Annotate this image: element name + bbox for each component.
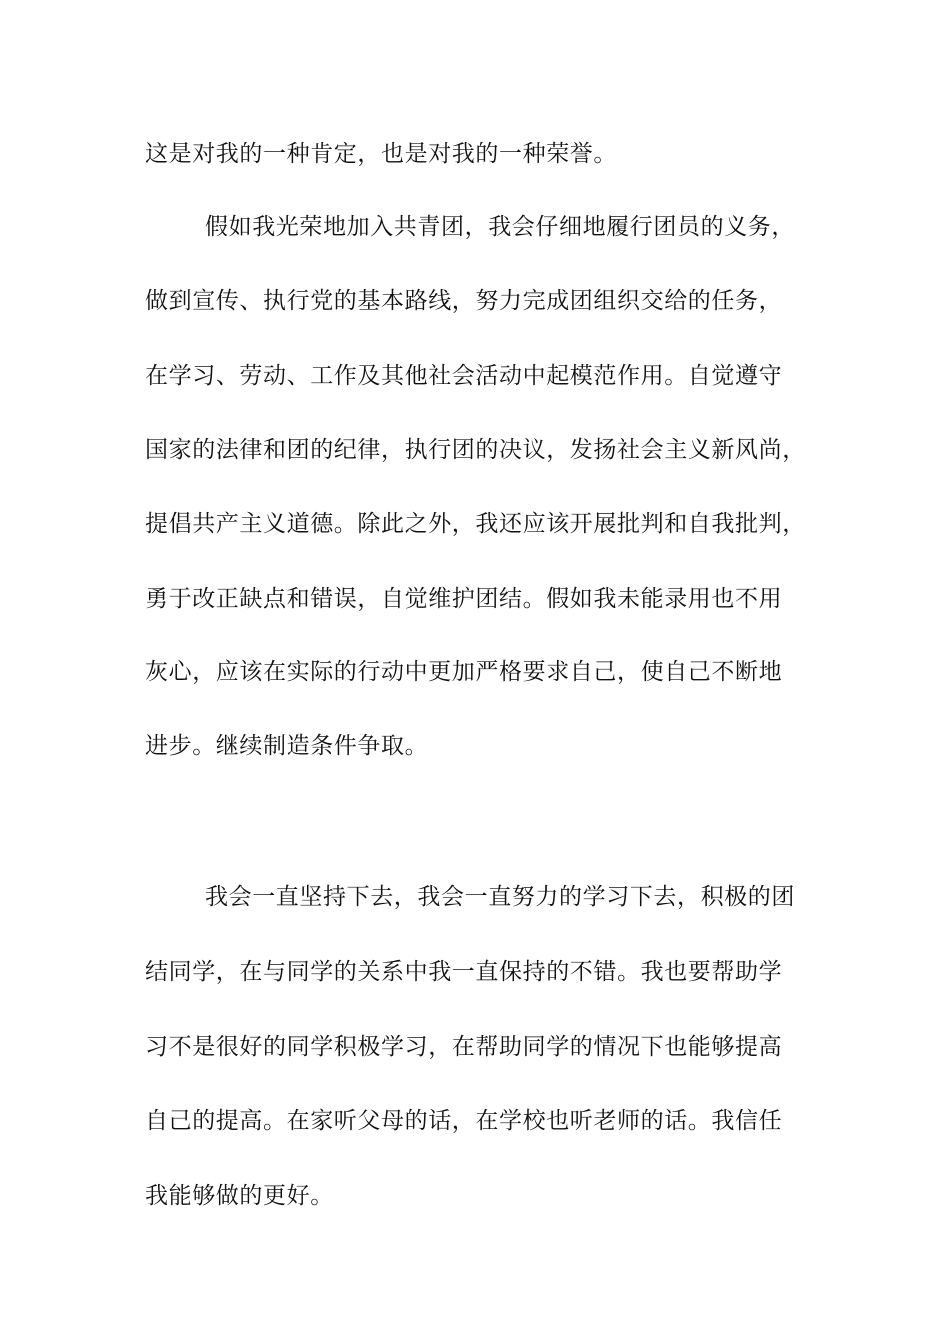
- text-line: 勇于改正缺点和错误，自觉维护团结。假如我未能录用也不用: [145, 586, 783, 612]
- text-line: 提倡共产主义道德。除此之外，我还应该开展批判和自我批判，: [145, 511, 806, 537]
- text-line: 国家的法律和团的纪律，执行团的决议，发扬社会主义新风尚，: [145, 437, 806, 463]
- text-line: 结同学，在与同学的关系中我一直保持的不错。我也要帮助学: [145, 959, 783, 985]
- text-line: 做到宣传、执行党的基本路线，努力完成团组织交给的任务，: [145, 288, 783, 314]
- paragraph-start-line: 我会一直坚持下去，我会一直努力的学习下去，积极的团: [205, 884, 795, 910]
- text-line: 这是对我的一种肯定，也是对我的一种荣誉。: [145, 141, 617, 167]
- paragraph-start-line: 假如我光荣地加入共青团，我会仔细地履行团员的义务，: [205, 214, 795, 240]
- text-line: 灰心，应该在实际的行动中更加严格要求自己，使自己不断地: [145, 659, 783, 685]
- text-line: 在学习、劳动、工作及其他社会活动中起模范作用。自觉遵守: [145, 363, 783, 389]
- text-line: 习不是很好的同学积极学习，在帮助同学的情况下也能够提高: [145, 1034, 783, 1060]
- text-line: 我能够做的更好。: [145, 1183, 334, 1209]
- text-line: 自己的提高。在家听父母的话，在学校也听老师的话。我信任: [145, 1108, 783, 1134]
- text-line: 进步。继续制造条件争取。: [145, 733, 429, 759]
